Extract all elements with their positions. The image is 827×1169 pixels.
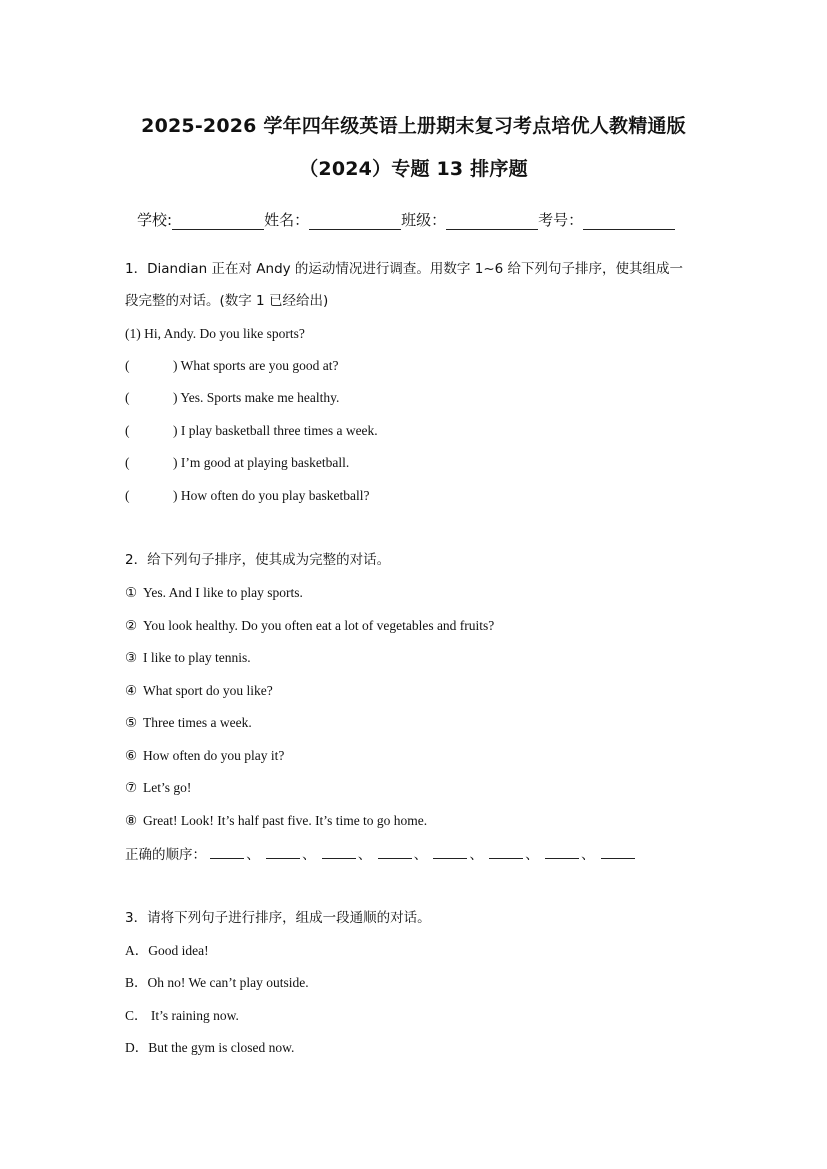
- q2-item: ① Yes. And I like to play sports.: [125, 585, 303, 600]
- q2-item: ② You look healthy. Do you often eat a lot of vegetables and fruits?: [125, 618, 495, 633]
- q1-prompt-line2: 段完整的对话。(数字 1 已经给出): [125, 293, 329, 309]
- q2-answer-row: 正确的顺序： 、 、 、 、 、 、 、: [125, 845, 635, 864]
- q2-item: ⑤ Three times a week.: [125, 715, 252, 730]
- answer-label: 正确的顺序：: [125, 847, 206, 863]
- answer-blank[interactable]: [266, 845, 300, 859]
- q1-item: ( ) I’m good at playing basketball.: [125, 455, 350, 470]
- answer-blank[interactable]: [378, 845, 412, 859]
- q2-item: ⑥ How often do you play it?: [125, 748, 285, 763]
- class-field[interactable]: [446, 213, 538, 230]
- q1-given-line: (1) Hi, Andy. Do you like sports?: [125, 326, 305, 341]
- q2-item: ⑧ Great! Look! It’s half past five. It’s time to go home.: [125, 813, 428, 828]
- exam-number-label: 考号：: [538, 211, 584, 229]
- school-field[interactable]: [172, 213, 264, 230]
- answer-blank[interactable]: [545, 845, 579, 859]
- q1-item: ( ) What sports are you good at?: [125, 358, 339, 373]
- class-label: 班级：: [401, 211, 447, 229]
- school-label: 学校:: [137, 211, 173, 229]
- q1-prompt-line1: 1．Diandian 正在对 Andy 的运动情况进行调查。用数字 1~6 给下列句子排序，使其组成一: [125, 261, 684, 277]
- q1-item: ( ) Yes. Sports make me healthy.: [125, 390, 340, 405]
- answer-blank[interactable]: [210, 845, 244, 859]
- q3-item: B．Oh no! We can’t play outside.: [125, 975, 309, 990]
- page-title: 2025-2026 学年四年级英语上册期末复习考点培优人教精通版: [141, 115, 686, 137]
- answer-blank[interactable]: [322, 845, 356, 859]
- exam-number-field[interactable]: [583, 213, 675, 230]
- answer-blank[interactable]: [601, 845, 635, 859]
- q1-item: ( ) I play basketball three times a week.: [125, 423, 378, 438]
- q2-item: ⑦ Let’s go!: [125, 780, 192, 795]
- q2-prompt: 2．给下列句子排序，使其成为完整的对话。: [125, 552, 391, 568]
- q3-prompt: 3．请将下列句子进行排序，组成一段通顺的对话。: [125, 910, 431, 926]
- q2-item: ④ What sport do you like?: [125, 683, 273, 698]
- q2-item: ③ I like to play tennis.: [125, 650, 251, 665]
- answer-blank[interactable]: [433, 845, 467, 859]
- page-subtitle: （2024）专题 13 排序题: [299, 158, 528, 180]
- q1-item: ( ) How often do you play basketball?: [125, 488, 370, 503]
- name-label: 姓名：: [264, 211, 310, 229]
- student-info-row: [137, 209, 675, 230]
- q3-item: D．But the gym is closed now.: [125, 1040, 295, 1055]
- answer-blank[interactable]: [489, 845, 523, 859]
- q3-item: C． It’s raining now.: [125, 1008, 239, 1023]
- name-field[interactable]: [309, 213, 401, 230]
- q3-item: A．Good idea!: [125, 943, 209, 958]
